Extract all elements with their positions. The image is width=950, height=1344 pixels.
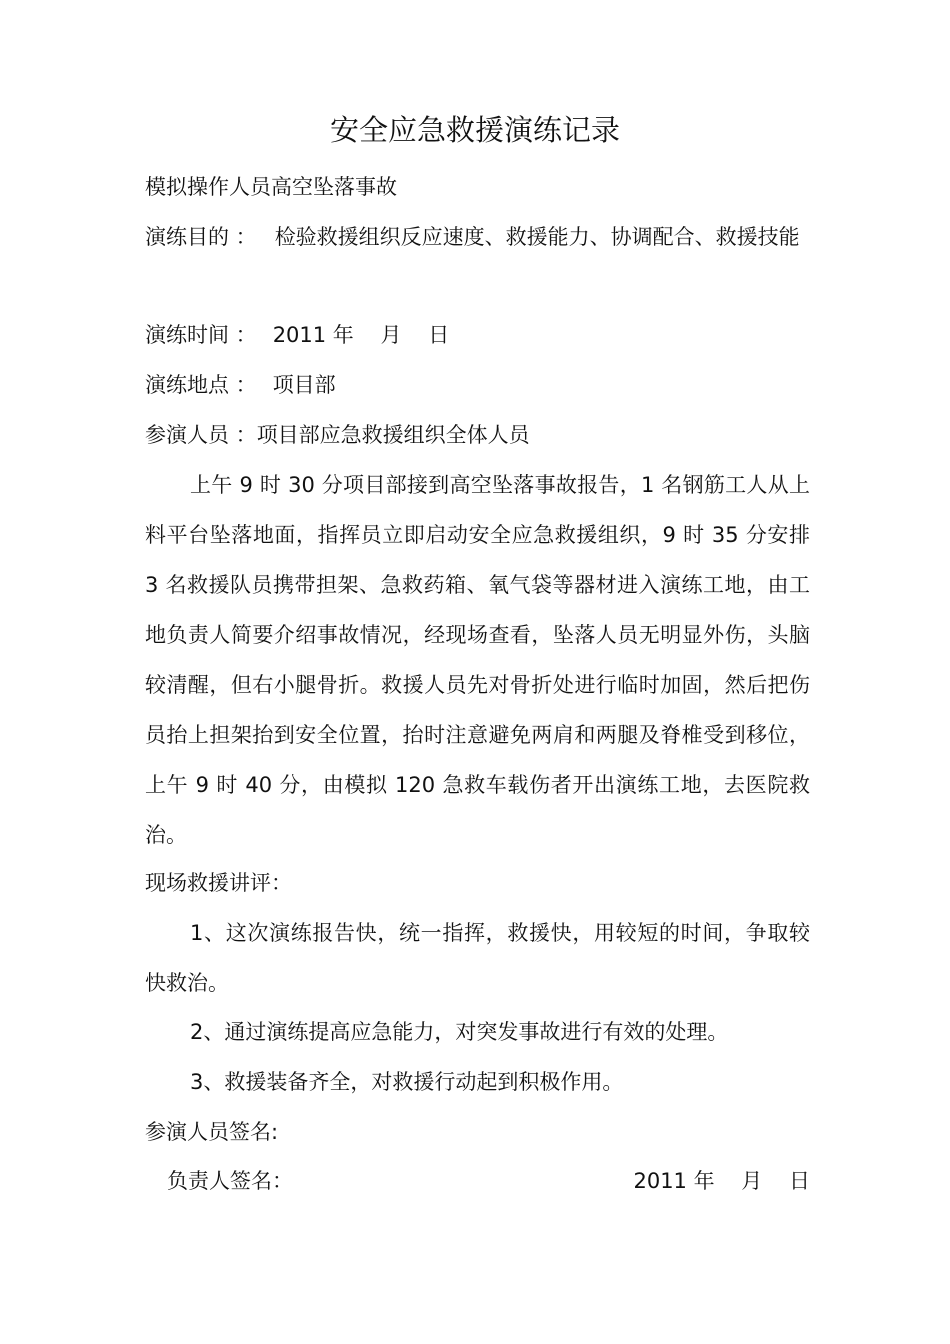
drill-narrative: 上午 9 时 30 分项目部接到高空坠落事故报告，1 名钢筋工人从上料平台坠落地面，指挥员立即启动安全应急救援组织，9 时 35 分安排 3 名救援队员携带担架、急救药箱、氧气袋等器材进入演练工地，由工地负责人简要介绍事故情况，经现场查看，坠落人员无明显外伤，头脑较清醒，但右小腿骨折。救援人员先对骨折处进行临时加固，然后把伤员抬上担架抬到安全位置，抬时注意避免两肩和两腿及脊椎受到移位，上午 9 时 40 分，由模拟 120 急救车载伤者开出演练工地，去医院救治。 [145,473,810,847]
location-label: 演练地点 ： [145,373,257,397]
location-value: 项目部 [272,373,336,397]
participants-signature-label: 参演人员签名: [145,1120,279,1144]
review-heading: 现场救援讲评： [145,871,292,895]
time-value: 2011 年 月 日 [272,323,450,347]
signature-date: 2011 年 月 日 [633,1169,810,1193]
purpose-text: 检验救援组织反应速度、救援能力、协调配合、救援技能 [274,225,800,249]
drill-purpose [145,212,810,262]
drill-subject: 模拟操作人员高空坠落事故 [145,175,397,199]
drill-location [145,370,810,400]
drill-time [145,320,810,350]
participants-value: 项目部应急救援组织全体人员 [256,423,530,447]
time-label: 演练时间 ： [145,323,257,347]
review-item-1: 1、这次演练报告快，统一指挥，救援快，用较短的时间，争取较快救治。 [145,921,810,995]
leader-signature-label: 负责人签名： [167,1169,293,1193]
drill-participants [145,420,810,450]
review-item-3: 3、救援装备齐全，对救援行动起到积极作用。 [190,1070,624,1094]
leader-signature-row [167,1166,810,1196]
document-title: 安全应急救援演练记录 [329,113,620,147]
purpose-label: 演练目的 ： [145,225,257,249]
participants-label: 参演人员 ： [145,423,257,447]
review-item-2: 2、通过演练提高应急能力，对突发事故进行有效的处理。 [190,1020,729,1044]
